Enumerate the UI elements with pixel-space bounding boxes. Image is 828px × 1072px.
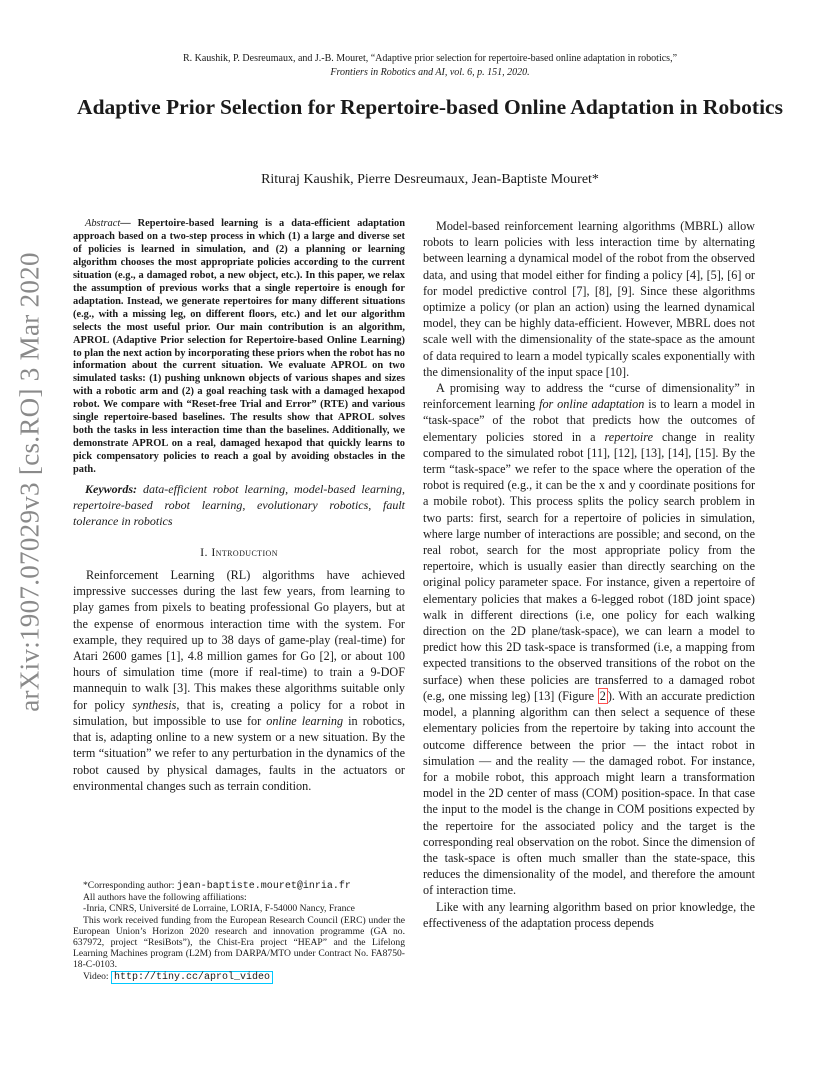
section-number: I. xyxy=(200,545,208,560)
intro-paragraph-1 xyxy=(73,567,405,794)
intro-text: in robotics, that is, adapting online to a new system or a new situation. By the term “situation” we refer to any perturbation in the dynamics of the robot caused by physical damages, faults in the actuators or environmental changes such as terrain condition. xyxy=(73,713,406,793)
footnote-funding: This work received funding from the European Research Council (ERC) under the European Union’s Horizon 2020 research and innovation programme (GA no. 637972, project “ResiBots”), the Chist-Era project “HEAP” and the Lifelong Learning Machines program (L2M) from DARPA/MTO under Contract No. FA8750-18-C-0103. xyxy=(73,914,405,971)
citation-line-2: Frontiers in Robotics and AI, vol. 6, p. 151, 2020. xyxy=(330,67,530,78)
abstract-lead: Abstract xyxy=(85,218,121,229)
footnote-affiliation: -Inria, CNRS, Université de Lorraine, LORIA, F-54000 Nancy, France xyxy=(83,903,355,915)
intro-emphasis: for online adaptation xyxy=(539,397,645,412)
keywords-text: data-efficient robot learning, model-based learning, repertoire-based robot learning, evolutionary robotics, fault tolerance in robotics xyxy=(73,482,406,529)
citation-header xyxy=(100,52,760,80)
arxiv-stamp xyxy=(14,252,45,712)
footnote-label: *Corresponding author: xyxy=(83,880,177,891)
video-link[interactable]: http://tiny.cc/aprol_video xyxy=(111,971,273,984)
section-title: Introduction xyxy=(211,545,278,560)
intro-emphasis: repertoire xyxy=(604,429,654,444)
abstract xyxy=(73,218,405,477)
intro-emphasis: online learning xyxy=(266,713,344,728)
left-column xyxy=(73,218,405,794)
intro-paragraph-2: Model-based reinforcement learning algorithms (MBRL) allow robots to learn policies with less interaction time by alternating between learning a dynamical model of the robot from the observed data, and using that model either for finding a policy [4], [5], [6] or for model predictive control [7], [8], [9]. Since these algorithms optimize a policy (or plan an action) using the learned dynamical model, they can be highly data-efficient. However, MBRL does not scale well with the dimensionality of the state-space as the amount of data required to learn a model typically scales exponentially with the dimensionality of the input space [10]. xyxy=(423,219,755,379)
footnotes xyxy=(73,880,405,983)
keywords xyxy=(73,481,405,529)
footnote-corresponding xyxy=(73,880,405,892)
intro-text: , that is, creating a policy for a robot in simulation, but impossible to use for xyxy=(73,697,405,728)
abstract-text: — Repertoire-based learning is a data-efficient adaptation approach based on a two-step process in which (1) a large and diverse set of policies is learned in simulation, and (2) a planning or learning algorithm chooses the most appropriate policies according to the current situation (e.g., a damaged robot, a new object, etc.). In this paper, we relax the assumption of previous works that a single repertoire is enough for adaptation. Instead, we generate repertoires for many different situations (e.g., with a missing leg, on different floors, etc.) and let our algorithm selects the most useful prior. Our main contribution is an algorithm, APROL (Adaptive Prior selection for Repertoire-based Online Learning) to plan the next action by incorporating these priors when the robot has no information about the current situation. We evaluate APROL on two simulated tasks: (1) pushing unknown objects of various shapes and sizes with a robotic arm and (2) a goal reaching task with a damaged hexapod robot. We compare with “Reset-free Trial and Error” (RTE) and various single repertoire-based baselines. The results show that APROL solves both the tasks in less interaction time than the baselines. Additionally, we demonstrate APROL on a real, damaged hexapod that quickly learns to pick compensatory policies to reach a goal by avoiding obstacles in the path. xyxy=(73,218,405,476)
keywords-lead: Keywords: xyxy=(85,482,137,497)
intro-paragraph-4: Like with any learning algorithm based on prior knowledge, the effectiveness of the adaptation process depends xyxy=(423,899,755,930)
intro-text: change in reality compared to the simulated robot [11], [12], [13], [14], [15]. By the term “task-space” we refer to the space where the operation of the robot is required (e.g., it can be the x and y coordinate positions for a mobile robot). This process splits the policy search problem in two parts: first, search for a repertoire of policies in simulation, where large number of interactions are possible; and second, on the real robot, search for the most appropriate policy from the repertoire, which is usually easier than directly searching on the original policy parameter space. For instance, given a repertoire of elementary policies that makes a 6-legged robot (18D joint space) walk in different directions (i.e, one policy for each walking direction on the 2D plane/task-space), we can learn a model to predict how this 2D task-space is transformed (i.e, a mapping from expected transitions to the observed transitions of the robot on the surface) when these policies are transferred to a damaged robot (e.g, one missing leg) [13] (Figure xyxy=(423,429,755,703)
intro-text: is to learn a model in “task-space” of the robot that predicts how the outcomes of elementary policies stored in a xyxy=(423,397,755,444)
paper-title: Adaptive Prior Selection for Repertoire-based Online Adaptation in Robotics xyxy=(77,95,783,119)
section-heading-introduction xyxy=(73,544,405,560)
footnote-video xyxy=(73,971,405,983)
right-column xyxy=(423,218,755,931)
corresponding-email: jean-baptiste.mouret@inria.fr xyxy=(176,881,351,892)
intro-text: Reinforcement Learning (RL) algorithms have achieved impressive successes during the last few years, from learning to play games from pixels to beating professional Go players, but at the expense of enormous interaction time with the system. For example, they required up to 38 days of game-play (real-time) for Atari 2600 games [1], 4.8 million games for Go [2], or about 100 hours of simulation time (more if real-time) to train a 9-DOF mannequin to walk [3]. This makes these algorithms suitable only for policy xyxy=(73,568,405,712)
intro-paragraph-3 xyxy=(423,380,755,899)
intro-text: A promising way to address the “curse of dimensionality” in reinforcement learning xyxy=(423,381,755,412)
footnote-affiliations-intro: All authors have the following affiliations: xyxy=(83,892,247,904)
figure-reference-link[interactable]: 2 xyxy=(599,688,606,703)
citation-line-1: R. Kaushik, P. Desreumaux, and J.-B. Mouret, “Adaptive prior selection for repertoire-based online adaptation in robotics,” xyxy=(182,53,678,64)
author-list: Rituraj Kaushik, Pierre Desreumaux, Jean-Baptiste Mouret* xyxy=(261,172,599,187)
intro-text: ). With an accurate prediction model, a planning algorithm can then select a sequence of these elementary policies from the repertoire by taking into account the outcome difference between the prior — the intact robot in simulation — and the reality — the damaged robot. For instance, for a mobile robot, this approach might learn a transformation model in the 2D center of mass (COM) position-space. In that case the input to the model is the change in COM positions expected by the repertoire for the associated policy and the target is the corresponding real observation on the robot. Since the dimension of the task-space is often much smaller than the state-space, this reduces the dimensionality of the model, and therefore the amount of interaction time. xyxy=(423,688,756,898)
intro-emphasis: synthesis xyxy=(132,697,177,712)
video-label: Video: xyxy=(83,970,111,982)
arxiv-stamp-text: arXiv:1907.07029v3 [cs.RO] 3 Mar 2020 xyxy=(14,252,45,712)
